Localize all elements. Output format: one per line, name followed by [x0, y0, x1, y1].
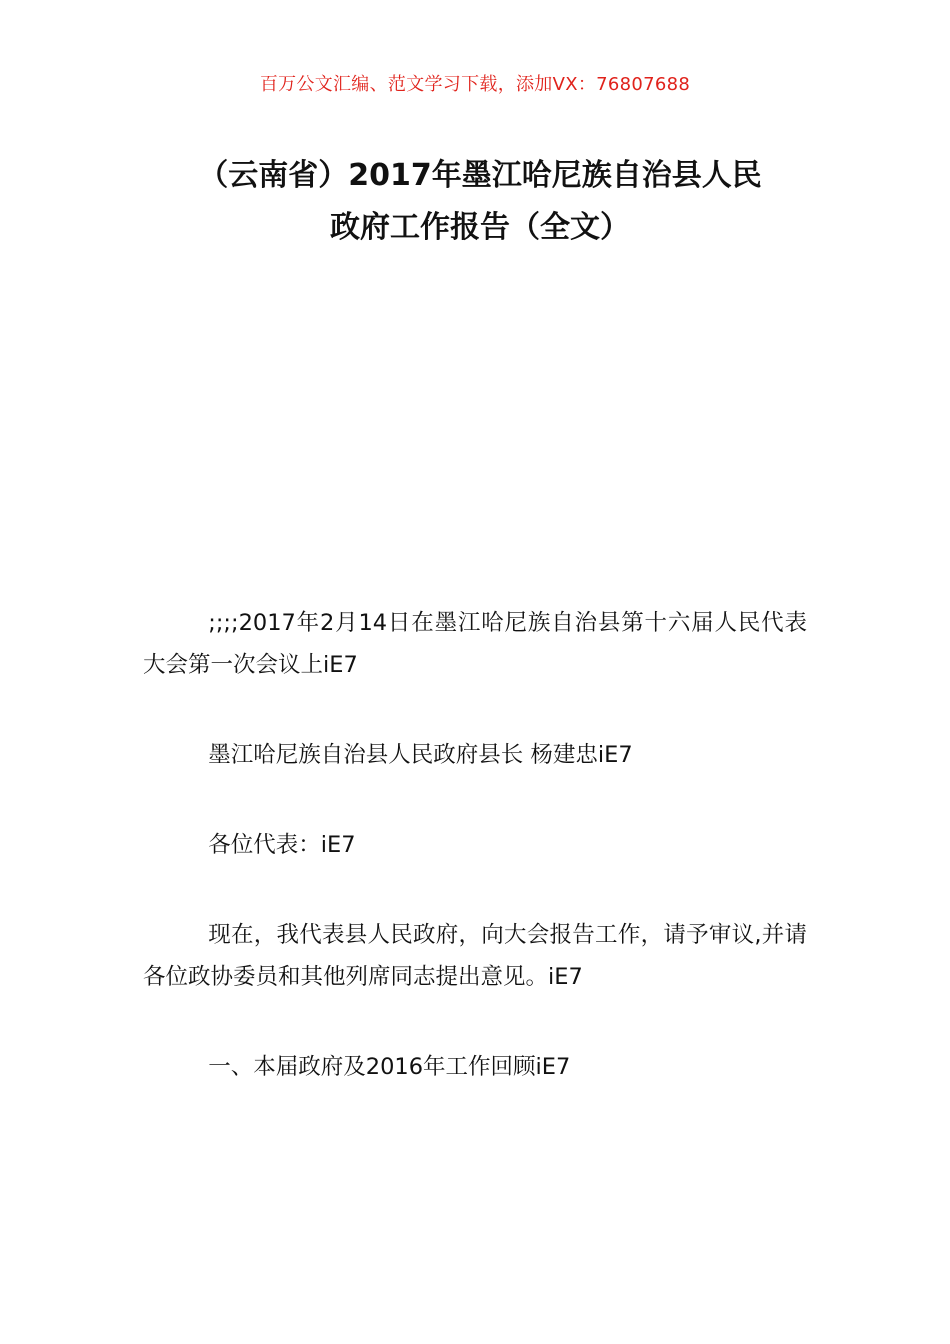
- meeting-date-paragraph: ;;;;2017年2月14日在墨江哈尼族自治县第十六届人民代表大会第一次会议上iE7: [143, 610, 807, 678]
- section-heading: 一、本届政府及2016年工作回顾iE7: [208, 1054, 571, 1080]
- header-note: 百万公文汇编、范文学习下载，添加VX：76807688: [259, 74, 691, 95]
- document-title: [140, 150, 820, 254]
- salutation-paragraph: 各位代表：iE7: [208, 832, 356, 858]
- document-body: [143, 602, 807, 1088]
- title-line-1: （云南省）2017年墨江哈尼族自治县人民: [198, 158, 762, 193]
- opening-paragraph: 现在，我代表县人民政府，向大会报告工作，请予审议,并请各位政协委员和其他列席同志提出意见。iE7: [143, 922, 807, 990]
- title-line-2: 政府工作报告（全文）: [330, 210, 630, 245]
- speaker-paragraph: 墨江哈尼族自治县人民政府县长 杨建忠iE7: [208, 742, 633, 768]
